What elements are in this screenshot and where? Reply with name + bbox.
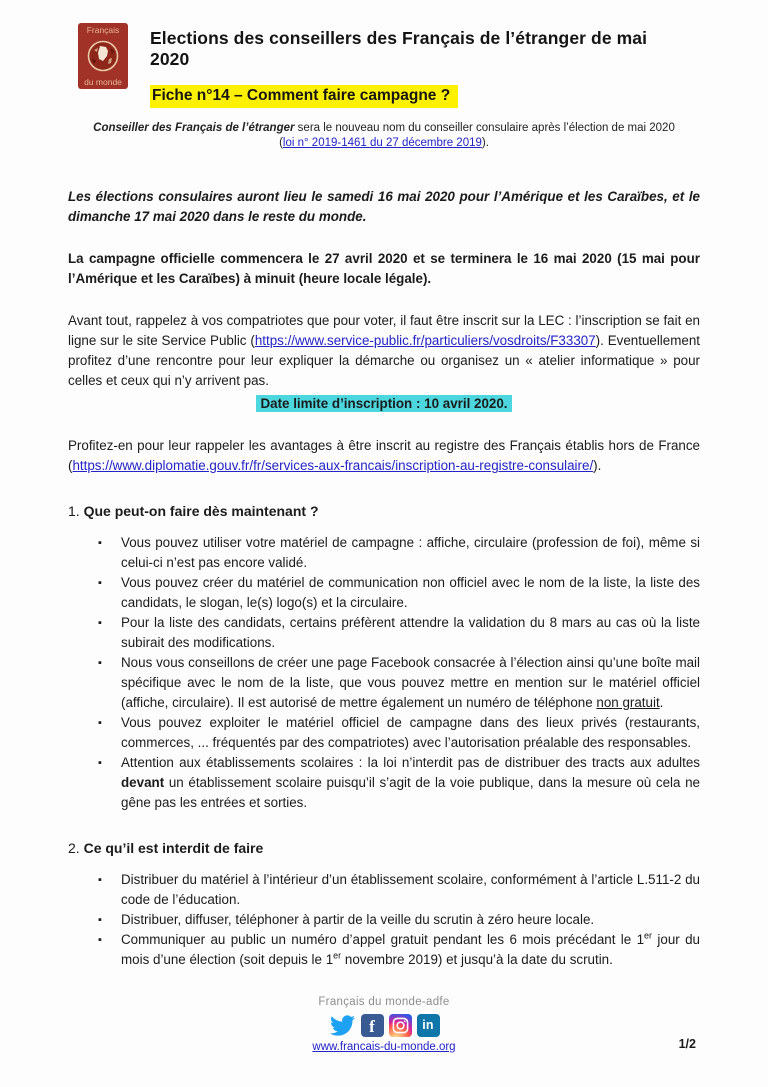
superscript: er	[644, 930, 653, 941]
list-item	[98, 653, 700, 713]
section2-number: 2.	[68, 840, 80, 856]
bullet-text: novembre 2019) et jusqu’à la date du scrutin.	[341, 952, 613, 967]
section1-title: Que peut-on faire dès maintenant ?	[79, 503, 319, 519]
list-item	[98, 533, 700, 573]
bullet-text: .	[659, 695, 664, 710]
footer-org-name: Français du monde-adfe	[318, 996, 450, 1008]
bullet-text: Communiquer au public un numéro d’appel gratuit pendant les 6 mois précédant le 1	[121, 932, 645, 947]
paragraph-election-dates: Les élections consulaires auront lieu le samedi 16 mai 2020 pour l’Amérique et les Caraïbes, et le dimanche 17 mai 2020 dans le reste du monde.	[68, 189, 700, 224]
section2-heading	[68, 839, 700, 857]
instagram-icon[interactable]	[389, 1014, 412, 1037]
list-item	[98, 573, 700, 613]
bullet-text: Pour la liste des candidats, certains préfèrent attendre la validation du 8 mars au cas où la liste subirait des modifications.	[121, 615, 700, 650]
subtitle-paren-open: (	[279, 137, 283, 149]
twitter-icon[interactable]	[329, 1014, 356, 1037]
linkedin-letters: in	[422, 1018, 434, 1032]
list-item	[98, 613, 700, 653]
bullet-text: Vous pouvez utiliser votre matériel de campagne : affiche, circulaire (profession de foi), même si celui-ci n’est pas encore validé.	[121, 535, 700, 570]
logo-text-bottom: du monde	[84, 76, 122, 87]
header-text-block	[150, 23, 650, 108]
paragraph-campaign-dates: La campagne officielle commencera le 27 avril 2020 et se terminera le 16 mai 2020 (15 mai pour l’Amérique et les Caraïbes) à minuit (heure locale légale).	[68, 251, 700, 286]
website-link[interactable]: www.francais-du-monde.org	[312, 1041, 456, 1053]
bullet-text-bold: devant	[121, 775, 165, 790]
law-link[interactable]: loi n° 2019-1461 du 27 décembre 2019	[282, 137, 482, 149]
footer	[0, 996, 768, 1053]
list-item	[98, 753, 700, 813]
diplomatie-link[interactable]: https://www.diplomatie.gouv.fr/fr/services-aux-francais/inscription-au-registre-consulaire/	[72, 458, 594, 473]
subtitle-term: Conseiller des Français de l’étranger	[93, 122, 295, 134]
bullet-text: Vous pouvez exploiter le matériel officiel de campagne dans des lieux privés (restaurants, commerces, ... fréquentés par des compatriotes) avec l’autorisation préalable des responsables.	[121, 715, 700, 750]
paragraph-lec-registration	[68, 311, 700, 391]
logo-text-top: Français	[86, 25, 120, 35]
bullet-text: Attention aux établissements scolaires : la loi n’interdit pas de distribuer des tracts aux adultes	[121, 755, 700, 770]
bullet-text: Distribuer du matériel à l’intérieur d’un établissement scolaire, conformément à l’article L.511-2 du code de l’éducation.	[121, 872, 700, 907]
section1-bullet-list	[68, 533, 700, 813]
list-item	[98, 870, 700, 910]
subtitle-note	[0, 121, 768, 151]
bullet-text: un établissement scolaire puisqu’il s’agit de la voie publique, dans la mesure où cela ne gêne pas les entrées et sorties.	[121, 775, 700, 810]
paragraph-registre	[68, 436, 700, 476]
list-item	[98, 910, 700, 930]
bullet-text: Vous pouvez créer du matériel de communication non officiel avec le nom de la liste, la liste des candidats, le slogan, le(s) logo(s) et la circulaire.	[121, 575, 700, 610]
document-body	[68, 187, 700, 970]
paragraph-lec-text-after: ). Eventuellement profitez d’une rencontre pour leur expliquer la démarche ou organisez un « atelier informatique » pour celles et ceux qui n’y arrivent pas.	[68, 333, 700, 388]
header	[0, 0, 768, 108]
subtitle-paren-close: ).	[481, 137, 489, 149]
page-number: 1/2	[678, 1037, 696, 1051]
globe-icon	[86, 39, 120, 73]
fiche-heading: Fiche n°14 – Comment faire campagne ?	[150, 85, 458, 108]
list-item	[98, 713, 700, 753]
section2-title: Ce qu’il est interdit de faire	[79, 840, 264, 856]
paragraph-registre-text-after: ).	[593, 458, 602, 473]
superscript: er	[333, 950, 342, 961]
bullet-text-underlined: non gratuit	[596, 695, 660, 710]
paragraph-lec-text: Avant tout, rappelez à vos compatriotes que pour voter, il faut être inscrit sur la LEC : l’inscription se fait en ligne sur le site Service Public (	[68, 313, 700, 348]
bullet-text: jour du mois d’une élection (soit depuis le 1	[121, 932, 700, 967]
francais-du-monde-logo	[78, 23, 128, 89]
deadline-line	[68, 394, 700, 414]
bullet-text: Distribuer, diffuser, téléphoner à partir de la veille du scrutin à zéro heure locale.	[121, 912, 595, 927]
paragraph-registre-text: Profitez-en pour leur rappeler les avantages à être inscrit au registre des Français établis hors de France (	[68, 438, 700, 473]
footer-website	[0, 1041, 768, 1053]
service-public-link[interactable]: https://www.service-public.fr/particuliers/vosdroits/F33307	[254, 333, 596, 348]
document-title: Elections des conseillers des Français de l’étranger de mai 2020	[150, 28, 648, 69]
facebook-icon[interactable]	[361, 1014, 384, 1037]
section2-bullet-list	[68, 870, 700, 970]
deadline-highlight: Date limite d’inscription : 10 avril 2020.	[256, 395, 511, 412]
list-item	[98, 930, 700, 970]
linkedin-icon[interactable]	[417, 1014, 440, 1037]
facebook-letter: f	[369, 1017, 375, 1036]
section1-heading	[68, 502, 700, 520]
section1-number: 1.	[68, 503, 80, 519]
subtitle-rest: sera le nouveau nom du conseiller consulaire après l’élection de mai 2020	[294, 122, 675, 134]
bullet-text: Nous vous conseillons de créer une page Facebook consacrée à l’élection ainsi qu’une boîte mail spécifique avec le nom de la liste, que vous pouvez mettre en mention sur le matériel officiel (affiche, circulaire). Il est autorisé de mettre également un numéro de téléphone	[121, 655, 700, 710]
social-icons-row	[0, 1012, 768, 1038]
